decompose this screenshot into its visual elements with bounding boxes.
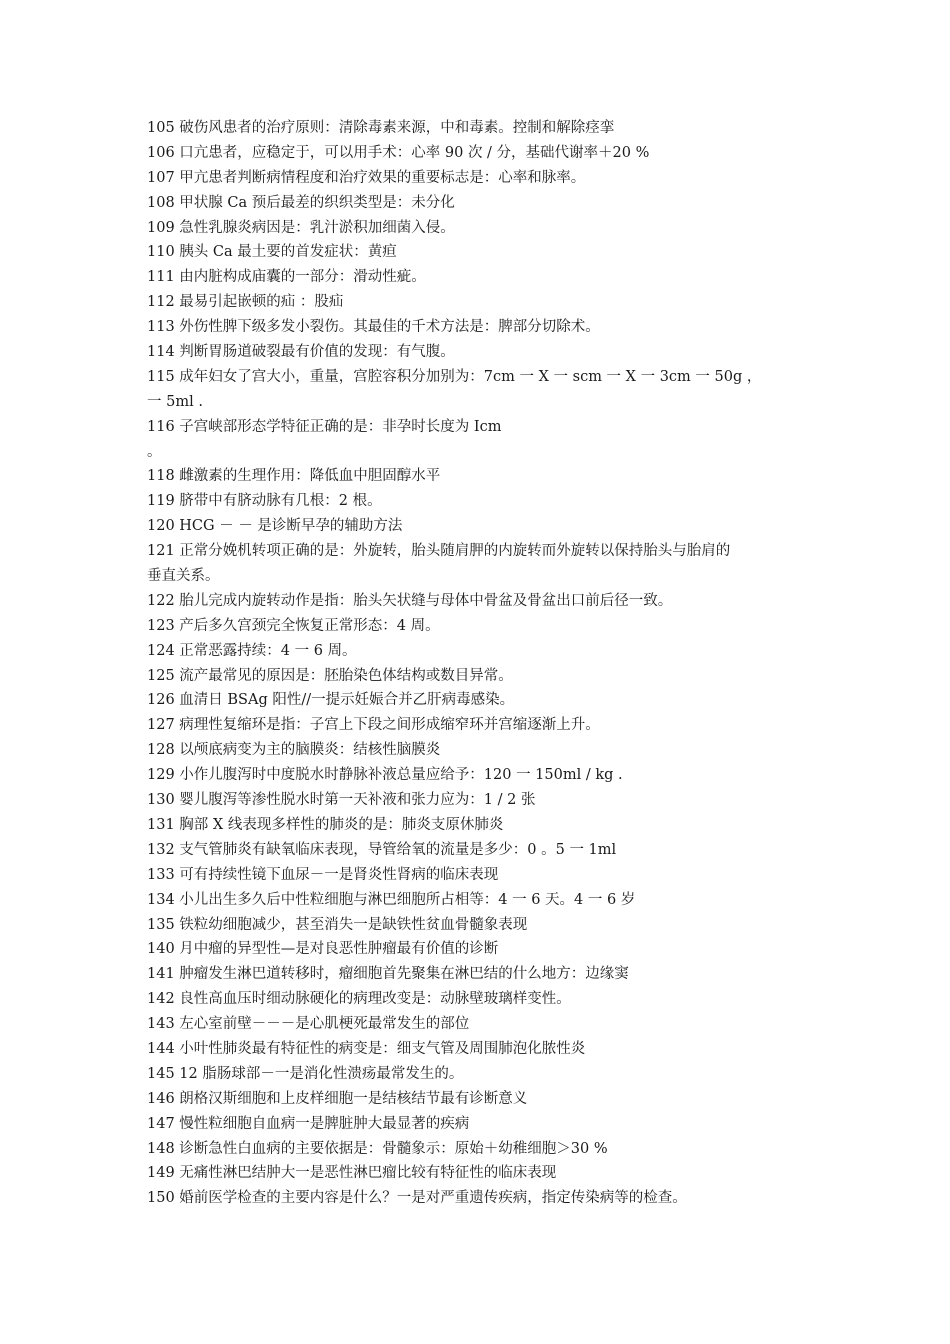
text-line: 116 子宫峡部形态学特征正确的是：非孕时长度为 Icm	[147, 418, 502, 435]
text-line: 150 婚前医学检查的主要内容是什么？一是对严重遗传疾病，指定传染病等的检查。	[147, 1190, 687, 1207]
text-line: 112 最易引起嵌顿的疝 ：股疝	[147, 294, 344, 311]
text-line: 142 良性高血压时细动脉硬化的病理改变是：动脉壁玻璃样变性。	[147, 991, 571, 1008]
text-line: 143 左心室前壁－－－是心肌梗死最常发生的部位	[147, 1016, 470, 1033]
document-page	[147, 116, 822, 1211]
text-line: 106 口亢患者，应稳定于，可以用手术：心率 90 次 / 分，基础代谢率＋20 %	[147, 144, 650, 161]
text-line: 140 月中瘤的异型性—是对良恶性肿瘤最有价值的诊断	[147, 941, 499, 958]
text-line: 145 12 脂肠球部－一是消化性溃疡最常发生的。	[147, 1065, 464, 1082]
text-line: 119 脐带中有脐动脉有几根：2 根。	[147, 493, 382, 510]
text-line: 。	[147, 443, 162, 460]
text-line: 146 朗格汉斯细胞和上皮样细胞一是结核结节最有诊断意义	[147, 1090, 528, 1107]
text-line: 109 急性乳腺炎病因是：乳汁淤积加细菌入侵。	[147, 219, 455, 236]
text-line: 115 成年妇女了宫大小，重量，宫腔容积分加别为：7cm 一 X 一 scm 一 X 一 3cm 一 50g ，	[147, 368, 762, 385]
text-line: 121 正常分娩机转项正确的是：外旋转，胎头随肩胛的内旋转而外旋转以保持胎头与胎肩的	[147, 543, 731, 560]
text-line: 124 正常恶露持续：4 一 6 周。	[147, 642, 357, 659]
text-line: 118 雌激素的生理作用：降低血中胆固醇水平	[147, 468, 441, 485]
text-line: 126 血清日 BSAg 阳性//一提示妊娠合并乙肝病毒感染。	[147, 692, 515, 709]
text-line: 113 外伤性脾下级多发小裂伤。其最佳的千术方法是：脾部分切除术。	[147, 319, 600, 336]
text-line: 105 破伤风患者的治疗原则：清除毒素来源，中和毒素。控制和解除痉挛	[147, 120, 615, 136]
text-line: 133 可有持续性镜下血尿－一是肾炎性肾病的临床表现	[147, 866, 499, 883]
text-line: 129 小作儿腹泻时中度脱水时静脉补液总量应给予：120 一 150ml / kg .	[147, 767, 623, 784]
text-line: 147 慢性粒细胞自血病一是脾脏肿大最显著的疾病	[147, 1115, 470, 1132]
text-line: 125 流产最常见的原因是：胚胎染色体结构或数目异常。	[147, 667, 513, 684]
text-line: 149 无痛性淋巴结肿大一是恶性淋巴瘤比较有特征性的临床表现	[147, 1165, 557, 1182]
text-line: 114 判断胃肠道破裂最有价值的发现：有气腹。	[147, 344, 455, 361]
text-line: 130 婴儿腹泻等渗性脱水时第一天补液和张力应为：1 / 2 张	[147, 792, 536, 809]
text-line: 111 由内脏构成庙囊的一部分：滑动性疵。	[147, 269, 426, 286]
text-line: 120 HCG － － 是诊断早孕的辅助方法	[147, 518, 403, 535]
text-line: 131 胸部 X 线表现多样性的肺炎的是：肺炎支原休肺炎	[147, 816, 504, 833]
text-line: 垂直关系。	[147, 568, 220, 585]
text-line: 108 甲状腺 Ca 预后最差的织织类型是：未分化	[147, 194, 455, 211]
text-line: 141 肿瘤发生淋巴道转移时，瘤细胞首先聚集在淋巴结的什么地方：边缘窦	[147, 966, 629, 983]
text-line: 107 甲亢患者判断病情程度和治疗效果的重要标志是：心率和脉率。	[147, 169, 586, 186]
text-line: 127 病理性复缩环是指：子宫上下段之间形成缩窄环并宫缩逐渐上升。	[147, 717, 600, 734]
text-line: 110 胰头 Ca 最土要的首发症状：黄疸	[147, 244, 397, 261]
text-line: 134 小儿出生多久后中性粒细胞与淋巴细胞所占相等：4 一 6 天。4 一 6 岁	[147, 891, 636, 908]
text-line: 122 胎儿完成内旋转动作是指：胎头矢状缝与母体中骨盆及骨盆出口前后径一致。	[147, 592, 673, 609]
text-line: 135 铁粒幼细胞减少，甚至消失一是缺铁性贫血骨髓象表现	[147, 916, 528, 933]
text-line: 132 支气管肺炎有缺氧临床表现，导管给氧的流量是多少：0 。5 一 1ml	[147, 841, 617, 858]
text-line: 一 5ml .	[147, 393, 203, 410]
text-line: 123 产后多久宫颈完全恢复正常形态：4 周。	[147, 617, 440, 634]
text-line: 148 诊断急性白血病的主要依据是：骨髓象示：原始＋幼稚细胞＞30 %	[147, 1140, 608, 1157]
text-line: 128 以颅底病变为主的脑膜炎：结核性脑膜炎	[147, 742, 441, 759]
text-line: 144 小叶性肺炎最有特征性的病变是：细支气管及周围肺泡化脓性炎	[147, 1040, 586, 1057]
